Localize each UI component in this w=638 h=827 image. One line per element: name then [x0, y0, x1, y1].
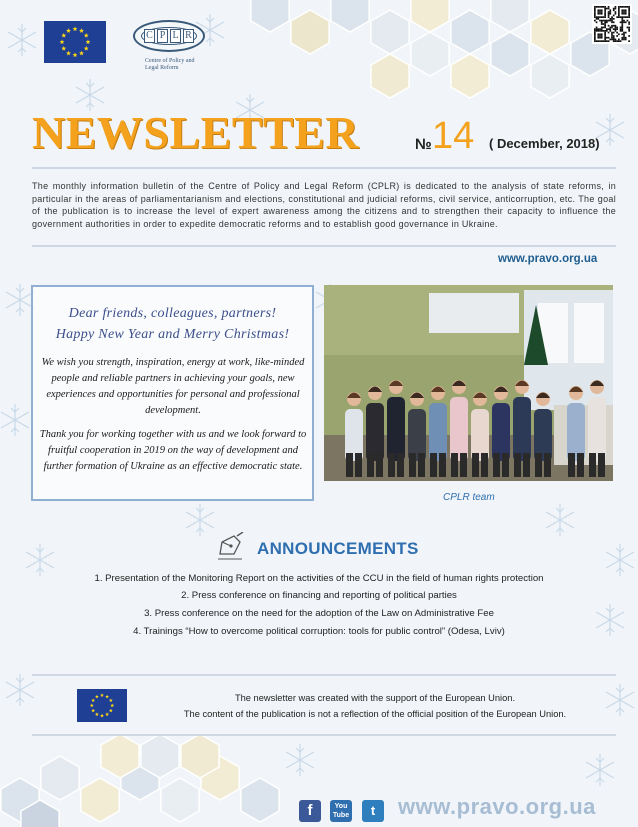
newsletter-title: NEWSLETTER [32, 107, 360, 158]
announcement-item: 3. Press conference on the need for the adoption of the Law on Administrative Fee [144, 608, 494, 619]
eu-disclaimer-note: The content of the publication is not a reflection of the official position of the European Union. [183, 709, 567, 719]
website-link[interactable]: www.pravo.org.ua [498, 253, 598, 265]
divider [32, 167, 616, 169]
youtube-icon[interactable] [330, 800, 352, 822]
greeting-thanks: Thank you for working together with us and we look forward to fruitful cooperation in 2019 on the way of development and further formation of Ukraine as an effective democratic state. [39, 429, 307, 472]
footer-website-link[interactable]: www.pravo.org.ua [398, 794, 596, 819]
logo-letter: R [183, 29, 194, 43]
greeting-wishes: We wish you strength, inspiration, energy at work, like-minded people and reliable partners in achieving your goals, new experiences and opportunities for personal and professional development. [41, 357, 305, 416]
logo-letter: C [144, 29, 155, 43]
issue-number: 14 [432, 115, 475, 157]
intro-paragraph: The monthly information bulletin of the Centre of Policy and Legal Reform (CPLR) is dedicated to the analysis of state reforms, in particular in the areas of parliamentarianism and elections, constitutional and judicial reforms, civil service, anticorruption, etc. The goal of the publication is to increase the level of expert awareness among the citizens and to strengthen their capacity to influence the government authorities in order to expedite democratic reforms and to establish good governance in Ukraine. [32, 181, 616, 229]
announcement-item: 2. Press conference on financing and reporting of political parties [181, 590, 457, 601]
youtube-label-bottom: Tube [332, 812, 350, 819]
youtube-label-top: You [334, 803, 348, 810]
greeting-line-2: Happy New Year and Merry Christmas! [55, 327, 290, 342]
twitter-icon[interactable]: t [362, 800, 384, 822]
announcements-title: ANNOUNCEMENTS [257, 539, 419, 558]
logo-caption: Centre of Policy and Legal Reform [145, 58, 195, 71]
greeting-heading [33, 303, 312, 345]
divider [32, 245, 616, 247]
issue-date: ( December, 2018) [489, 136, 600, 151]
qr-code-icon[interactable] [592, 4, 632, 44]
logo-letter: P [157, 29, 168, 43]
greeting-line-1: Dear friends, colleagues, partners! [68, 306, 277, 321]
facebook-icon[interactable]: f [299, 800, 321, 822]
issue-number-sign: № [415, 136, 432, 153]
cplr-logo-emblem [133, 20, 205, 52]
announcement-item: 4. Trainings “How to overcome political corruption: tools for public control” (Odesa, Lviv) [133, 626, 505, 637]
fountain-pen-icon [216, 532, 244, 562]
eu-support-note: The newsletter was created with the support of the European Union. [234, 693, 516, 703]
team-photo [324, 285, 613, 481]
logo-letter: L [170, 29, 181, 43]
photo-caption: CPLR team [443, 492, 495, 503]
announcement-item: 1. Presentation of the Monitoring Report on the activities of the CCU in the field of human rights protection [94, 573, 544, 584]
greeting-card [31, 285, 314, 501]
cplr-logo [133, 20, 205, 76]
eu-flag-icon [44, 21, 106, 63]
eu-flag-icon [77, 689, 127, 722]
